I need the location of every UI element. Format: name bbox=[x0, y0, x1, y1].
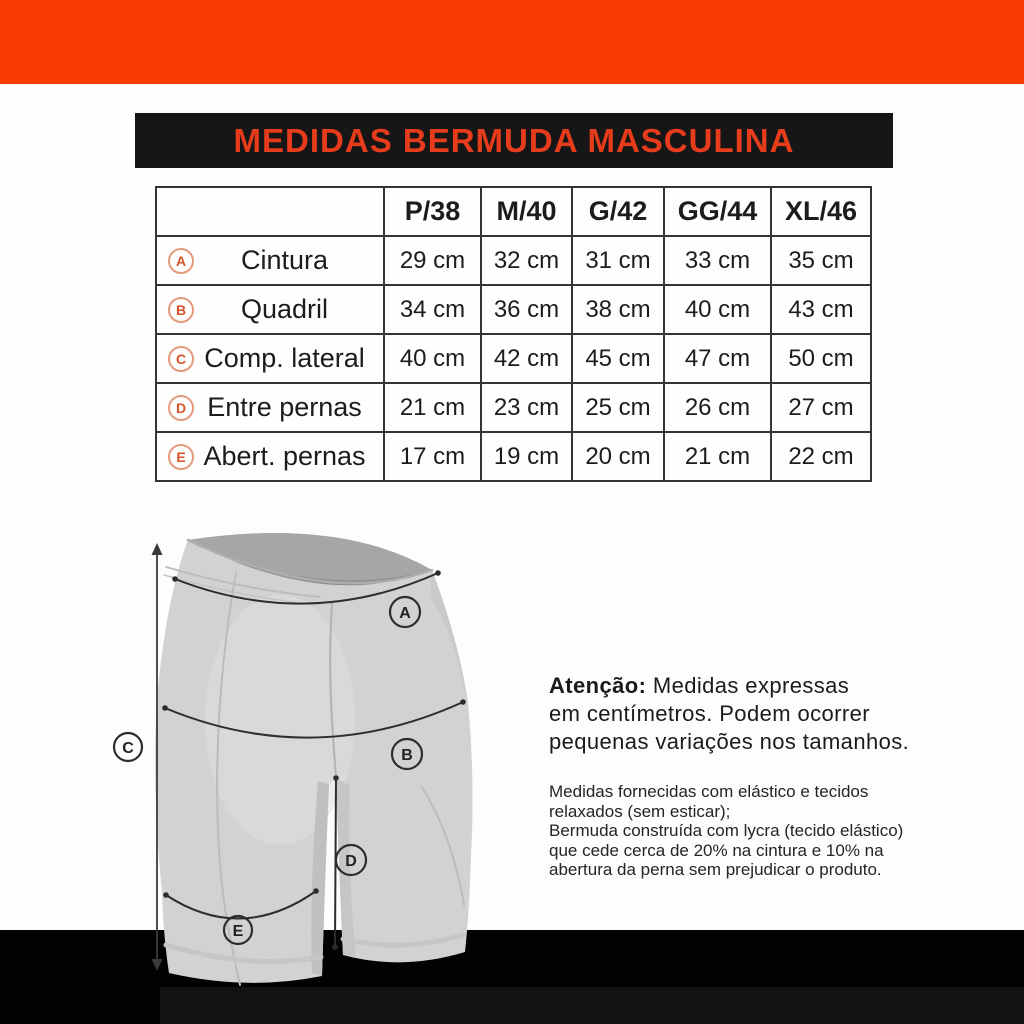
row-letter-badge: E bbox=[168, 444, 194, 470]
attention-heading: Atenção: bbox=[549, 673, 647, 698]
measurement-cell: 33 cm bbox=[664, 236, 771, 285]
note-line: que cede cerca de 20% na cintura e 10% na bbox=[549, 840, 884, 860]
note-line: Bermuda construída com lycra (tecido elástico) bbox=[549, 821, 904, 840]
measure-end-dot bbox=[435, 570, 441, 576]
measurement-cell: 27 cm bbox=[771, 383, 871, 432]
measure-end-dot bbox=[172, 576, 178, 582]
column-header-size: G/42 bbox=[572, 187, 664, 236]
svg-text:E: E bbox=[232, 923, 244, 940]
measurement-cell: 38 cm bbox=[572, 285, 664, 334]
svg-text:D: D bbox=[345, 853, 357, 870]
measurement-cell: 40 cm bbox=[664, 285, 771, 334]
attention-line-1: Medidas expressas bbox=[646, 673, 850, 698]
row-letter-badge: A bbox=[168, 248, 194, 274]
table-row-cintura bbox=[156, 236, 871, 285]
measurement-cell: 22 cm bbox=[771, 432, 871, 481]
measurement-cell: 20 cm bbox=[572, 432, 664, 481]
care-notes bbox=[549, 782, 969, 880]
table-header-row bbox=[156, 187, 871, 236]
measurement-cell: 29 cm bbox=[384, 236, 481, 285]
measurement-cell: 32 cm bbox=[481, 236, 572, 285]
attention-note bbox=[549, 672, 969, 756]
measurement-cell: 40 cm bbox=[384, 334, 481, 383]
attention-line-2: em centímetros. Podem ocorrer bbox=[549, 701, 870, 726]
label-c-badge bbox=[114, 733, 142, 761]
column-header-size: M/40 bbox=[481, 187, 572, 236]
top-orange-band bbox=[0, 0, 1024, 84]
measurement-cell: 21 cm bbox=[384, 383, 481, 432]
measurement-cell: 17 cm bbox=[384, 432, 481, 481]
measurement-cell: 19 cm bbox=[481, 432, 572, 481]
measurement-cell: 34 cm bbox=[384, 285, 481, 334]
measurement-cell: 36 cm bbox=[481, 285, 572, 334]
attention-line-3: pequenas variações nos tamanhos. bbox=[549, 729, 910, 754]
measure-end-dot bbox=[332, 944, 338, 950]
table-row-abert-pernas bbox=[156, 432, 871, 481]
measure-end-dot bbox=[313, 888, 319, 894]
measure-end-dot bbox=[162, 705, 168, 711]
arrowhead-up-icon bbox=[152, 543, 163, 555]
measurement-cell: 42 cm bbox=[481, 334, 572, 383]
row-label: Abert. pernas bbox=[203, 441, 366, 471]
note-line: abertura da perna sem prejudicar o produto. bbox=[549, 860, 882, 879]
measurement-cell: 35 cm bbox=[771, 236, 871, 285]
measurement-cell: 43 cm bbox=[771, 285, 871, 334]
measurement-cell: 31 cm bbox=[572, 236, 664, 285]
shorts-illustration bbox=[100, 515, 500, 1015]
table-row-comp-lateral bbox=[156, 334, 871, 383]
measure-end-dot bbox=[163, 892, 169, 898]
svg-text:A: A bbox=[399, 605, 411, 622]
title-bar bbox=[135, 113, 893, 168]
table-row-quadril bbox=[156, 285, 871, 334]
measure-end-dot bbox=[333, 775, 339, 781]
row-letter-badge: B bbox=[168, 297, 194, 323]
column-header-size: XL/46 bbox=[771, 187, 871, 236]
column-header-size: GG/44 bbox=[664, 187, 771, 236]
measurement-cell: 47 cm bbox=[664, 334, 771, 383]
measurement-cell: 45 cm bbox=[572, 334, 664, 383]
row-label: Quadril bbox=[240, 294, 329, 324]
note-line: Medidas fornecidas com elástico e tecidos bbox=[549, 782, 869, 801]
row-letter-badge: D bbox=[168, 395, 194, 421]
size-table bbox=[155, 186, 872, 482]
measurement-cell: 23 cm bbox=[481, 383, 572, 432]
note-line: relaxados (sem esticar); bbox=[549, 801, 731, 821]
svg-text:B: B bbox=[401, 747, 413, 764]
measurement-cell: 21 cm bbox=[664, 432, 771, 481]
row-label: Cintura bbox=[240, 245, 329, 275]
measurement-cell: 25 cm bbox=[572, 383, 664, 432]
row-letter-badge: C bbox=[168, 346, 194, 372]
row-label: Entre pernas bbox=[207, 392, 362, 422]
measurement-cell: 26 cm bbox=[664, 383, 771, 432]
svg-text:C: C bbox=[122, 740, 134, 757]
measure-end-dot bbox=[460, 699, 466, 705]
row-label: Comp. lateral bbox=[204, 343, 365, 373]
column-header-empty bbox=[156, 187, 384, 236]
measurement-cell: 50 cm bbox=[771, 334, 871, 383]
page-title: MEDIDAS BERMUDA MASCULINA bbox=[233, 121, 795, 159]
arrowhead-down-icon bbox=[152, 959, 163, 971]
column-header-size: P/38 bbox=[384, 187, 481, 236]
table-row-entre-pernas bbox=[156, 383, 871, 432]
